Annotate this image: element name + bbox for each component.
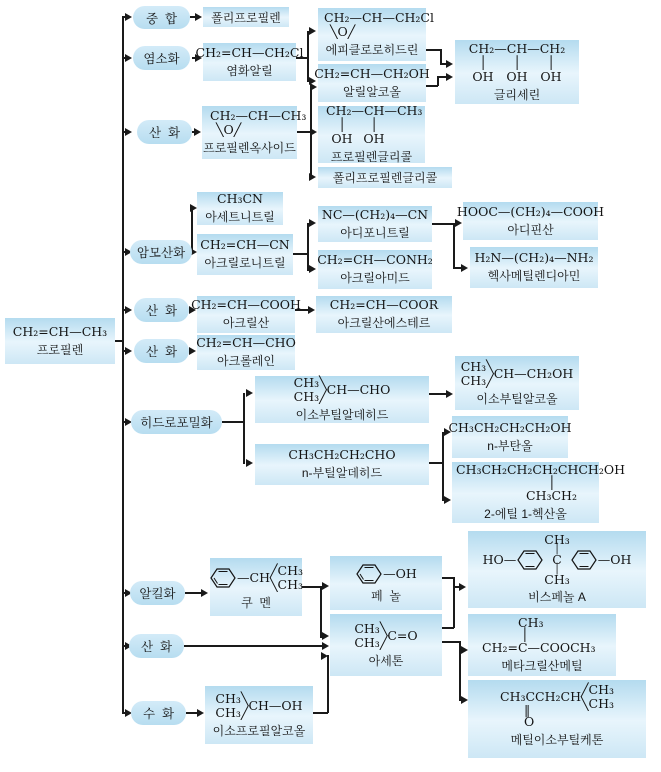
arrowhead-icon	[321, 652, 328, 660]
arrowhead-icon	[309, 265, 316, 273]
process-label: 중 합	[145, 11, 178, 26]
node-label: 메틸이소부틸케톤	[510, 733, 604, 748]
formula: CH₂=CH—CHO	[196, 335, 296, 350]
arrowhead-icon	[189, 347, 196, 355]
formula: CH₃CH₂CH₂CH₂CHCH₂OH	[456, 462, 625, 478]
connector-line	[297, 131, 311, 133]
arrowhead-icon	[322, 582, 329, 590]
connector-line	[313, 712, 328, 714]
formula: ╲O╱	[216, 122, 242, 137]
node-allyl-alcohol	[314, 64, 430, 102]
node-acrylonitrile	[197, 234, 293, 275]
formula: CH₂—CH—CH₃	[326, 103, 423, 118]
node-label: 쿠 멘	[241, 595, 271, 610]
formula	[354, 622, 417, 650]
connector-line	[222, 421, 244, 423]
formula-part: OH	[472, 68, 494, 84]
node-label: 프로필렌옥사이드	[203, 141, 296, 155]
node-polypropylene-glycol	[318, 167, 452, 188]
bond: ‖	[524, 701, 531, 717]
formula-part: ╲CH₃	[580, 695, 614, 711]
arrowhead-icon	[461, 696, 468, 704]
connector-line	[307, 223, 309, 271]
node-polypropylene	[203, 7, 289, 27]
formula: CH₂—CH—CH₂Cl	[324, 10, 434, 25]
arrowhead-icon	[246, 389, 253, 397]
node-phenol	[330, 556, 442, 610]
formula: CH₂=CH—COOH	[191, 297, 301, 312]
process-polymerization	[133, 6, 190, 29]
node-label: 아크릴산	[222, 316, 270, 330]
arrowhead-icon	[461, 646, 468, 654]
node-propylene-glycol	[318, 103, 425, 164]
arrowhead-icon	[309, 27, 316, 35]
formula-part: CH₃CCH₂CH	[500, 688, 581, 704]
process-label: 산 화	[140, 640, 173, 654]
connector-line	[191, 207, 193, 253]
arrowhead-icon	[308, 306, 315, 314]
bond: │	[521, 627, 529, 643]
formula	[466, 70, 568, 84]
node-label: 에피클로로히드린	[325, 43, 419, 57]
process-oxidation-1	[137, 120, 192, 144]
formula-part: CH₃╲	[354, 620, 388, 636]
formula	[326, 132, 390, 146]
arrowhead-icon	[446, 390, 453, 398]
arrowhead-icon	[125, 54, 132, 62]
node-hexamethylenediamine	[470, 247, 598, 288]
node-acetonitrile	[197, 192, 283, 225]
arrowhead-icon	[190, 204, 197, 212]
connector-line	[429, 393, 447, 395]
connector-line	[442, 641, 460, 643]
formula-part: CH₃╲	[215, 690, 249, 706]
node-label: 글리세린	[493, 87, 541, 102]
formula: CH₂—CH—CH₃	[210, 108, 307, 123]
node-label: 알릴알코올	[343, 84, 401, 99]
formula	[215, 692, 302, 720]
arrowhead-icon	[446, 60, 453, 68]
node-n-butanol	[448, 416, 572, 458]
formula-part: CH₃	[518, 615, 544, 631]
process-oxidation-3	[134, 339, 189, 363]
process-label: 히드로포밀화	[140, 416, 213, 430]
connector-line	[426, 49, 441, 51]
formula	[461, 360, 574, 388]
formula-part: CH—CH₂OH	[493, 365, 574, 381]
formula	[294, 376, 391, 404]
formula-part: ╲CH₃	[269, 576, 303, 592]
node-label: 아세트니트릴	[205, 210, 275, 224]
node-bisphenol-a	[468, 531, 646, 608]
node-acetone	[330, 614, 442, 676]
connector-line	[293, 253, 308, 255]
process-alkylation	[130, 581, 185, 605]
arrowhead-icon	[309, 173, 316, 181]
node-label: 아크릴로니트릴	[204, 256, 286, 270]
arrowhead-icon	[197, 709, 204, 717]
node-glycerin	[455, 40, 579, 104]
arrowhead-icon	[322, 642, 329, 650]
arrowhead-icon	[246, 459, 253, 467]
formula-part: CH—CHO	[326, 382, 391, 397]
process-label: 산 화	[145, 345, 178, 359]
node-label: 폴리프로필렌글리콜	[332, 171, 438, 185]
formula: CH₂=CH—CH₃	[12, 323, 108, 339]
node-label: 페 놀	[371, 588, 401, 603]
node-label: 아크릴산에스테르	[337, 316, 431, 330]
node-label: 비스페놀 A	[528, 589, 586, 604]
connector-line	[185, 592, 202, 594]
formula: ╲O╱	[330, 24, 356, 39]
arrowhead-icon	[195, 13, 202, 21]
formula	[466, 56, 568, 70]
benzene-ring-icon	[355, 563, 383, 585]
connector-line	[243, 393, 245, 464]
process-oxidation-2	[134, 298, 189, 322]
node-acrolein	[197, 335, 295, 370]
node-adiponitrile	[318, 206, 432, 242]
node-label: 염화알릴	[226, 63, 273, 78]
process-ammoxidation	[130, 240, 192, 264]
formula-part: CH₃╲	[293, 375, 327, 390]
formula-part: C	[552, 552, 562, 568]
node-propylene	[5, 318, 115, 364]
node-adipic-acid	[456, 202, 605, 240]
formula-part: OH	[506, 68, 528, 84]
process-chlorination	[133, 46, 190, 70]
formula: CH₃CN	[217, 191, 263, 206]
formula: CH₂=CH—COOR	[329, 297, 439, 312]
node-acrylic-ester	[316, 296, 452, 333]
node-label: 이소부틸알코올	[476, 391, 558, 406]
formula: CH₂=C—COOCH₃	[482, 639, 596, 655]
formula: CH₃CH₂	[526, 487, 577, 503]
benzene-ring-icon	[209, 567, 237, 589]
formula-part: CH₃╲	[460, 358, 494, 374]
arrowhead-icon	[455, 219, 462, 227]
process-hydroformylation	[131, 410, 222, 434]
formula-part: —OH	[383, 565, 417, 581]
node-n-butyraldehyde	[255, 444, 429, 485]
formula: CH₂=CH—CH₂Cl	[195, 44, 304, 60]
bond: │	[553, 563, 560, 575]
node-label: 아디핀산	[507, 222, 554, 237]
formula	[209, 564, 303, 592]
formula-part: HO—	[482, 552, 517, 567]
node-label: 폴리프로필렌	[211, 10, 281, 25]
bond: │	[338, 117, 346, 132]
process-label: 알킬화	[139, 587, 176, 601]
formula: HOOC—(CH₂)₄—COOH	[456, 203, 605, 219]
formula-part: ╱CH₃	[269, 562, 303, 578]
bond: │	[547, 54, 555, 70]
arrowhead-icon	[125, 128, 132, 136]
bond: │	[513, 54, 521, 70]
formula: H₂N—(CH₂)₄—NH₂	[474, 250, 594, 265]
formula-part: CH₃╱	[460, 372, 494, 388]
formula-part: OH	[331, 131, 353, 146]
node-allyl-chloride	[195, 43, 304, 81]
formula-part: CH—OH	[248, 697, 303, 713]
formula-part: OH	[540, 68, 562, 84]
arrowhead-icon	[125, 13, 132, 21]
connector-line	[307, 31, 309, 82]
connector-line	[437, 77, 439, 86]
node-acrylamide	[318, 250, 432, 289]
connector-line	[442, 432, 444, 501]
process-hydration	[131, 701, 186, 725]
formula: NC—(CH₂)₄—CN	[321, 206, 429, 222]
connector-line	[184, 645, 322, 647]
node-label: 프로필렌글리콜	[330, 150, 413, 164]
node-label: 메타크릴산메틸	[501, 658, 583, 673]
node-label: n-부탄올	[487, 438, 533, 453]
node-label: n-부틸알데히드	[301, 466, 383, 480]
formula-part: OH	[363, 131, 385, 146]
arrowhead-icon	[125, 306, 132, 314]
connector-line	[327, 655, 329, 713]
formula-part: CH₃	[544, 532, 570, 548]
process-label: 수 화	[142, 707, 175, 721]
arrowhead-icon	[310, 83, 317, 91]
arrowhead-icon	[310, 128, 317, 136]
node-label: 이소부틸알데히드	[295, 408, 389, 422]
node-isobutyl-alcohol	[455, 356, 579, 410]
formula: CH₃CH₂CH₂CHO	[288, 447, 396, 462]
connector-line	[429, 462, 443, 464]
bond: │	[370, 117, 378, 132]
formula: CH₂—CH—CH₂	[468, 40, 566, 56]
formula-part: C=O	[387, 627, 418, 643]
process-label: 염소화	[143, 52, 180, 66]
formula-part: CH₃╱	[293, 389, 327, 404]
connector-line	[453, 577, 455, 628]
arrowhead-icon	[194, 128, 201, 136]
node-acrylic-acid	[191, 296, 301, 333]
process-label: 산 화	[145, 304, 178, 318]
formula	[326, 118, 390, 132]
node-label: 헥사메틸렌디아민	[487, 269, 581, 283]
node-propylene-oxide	[202, 106, 307, 159]
node-label: 아디포니트릴	[340, 225, 410, 240]
process-label: 산 화	[148, 126, 181, 140]
formula-part: CH₃╱	[354, 634, 388, 650]
formula: CH₂=CH—CN	[200, 237, 290, 252]
arrowhead-icon	[201, 589, 208, 597]
formula-part: ╱CH₃	[580, 681, 614, 697]
node-methyl-isobutyl-ketone	[468, 680, 646, 758]
benzene-ring-icon	[516, 549, 544, 571]
node-label: 아크롤레인	[217, 354, 275, 368]
process-label: 암모산화	[136, 246, 186, 260]
formula-part: CH₃╱	[215, 704, 249, 720]
connector-line	[302, 586, 320, 588]
process-oxidation-4	[129, 634, 184, 658]
bond: │	[553, 544, 560, 556]
bond: │	[548, 475, 556, 491]
formula	[500, 681, 614, 730]
formula-part: CH₃	[544, 571, 570, 587]
arrowhead-icon	[461, 264, 468, 272]
connector-line	[453, 223, 455, 269]
arrowhead-icon	[459, 583, 466, 591]
arrowhead-icon	[444, 496, 451, 504]
node-2-ethyl-1-hexanol	[452, 462, 625, 523]
node-label: 2-에틸 1-헥산올	[484, 506, 567, 521]
formula-part: O	[524, 714, 535, 730]
connector-line	[320, 586, 322, 638]
node-methyl-methacrylate	[468, 614, 616, 676]
formula-part: —OH	[597, 552, 632, 567]
formula: CH₃CH₂CH₂CH₂OH	[448, 419, 572, 435]
benzene-ring-icon	[570, 549, 598, 571]
trunk-line	[122, 16, 124, 714]
formula	[483, 534, 632, 586]
arrowhead-icon	[125, 347, 132, 355]
arrowhead-icon	[446, 73, 453, 81]
node-label: 아크릴아미드	[340, 271, 410, 285]
bond: │	[479, 54, 487, 70]
formula: CH₂=CH—CH₂OH	[314, 65, 430, 81]
node-isopropyl-alcohol	[205, 686, 313, 744]
formula-part: —CH	[237, 569, 270, 585]
node-label: 아세톤	[368, 653, 404, 668]
arrowhead-icon	[322, 632, 329, 640]
node-isobutyraldehyde	[255, 376, 429, 423]
formula	[355, 563, 417, 585]
node-label: 프로필렌	[36, 342, 84, 357]
connector-line	[432, 223, 454, 225]
formula: CH₂=CH—CONH₂	[317, 252, 433, 267]
node-cumene	[210, 558, 302, 616]
node-label: 이소프로필알코올	[212, 723, 306, 738]
connector-line	[442, 627, 454, 629]
node-epichlorohydrin	[318, 8, 434, 61]
arrowhead-icon	[309, 219, 316, 227]
